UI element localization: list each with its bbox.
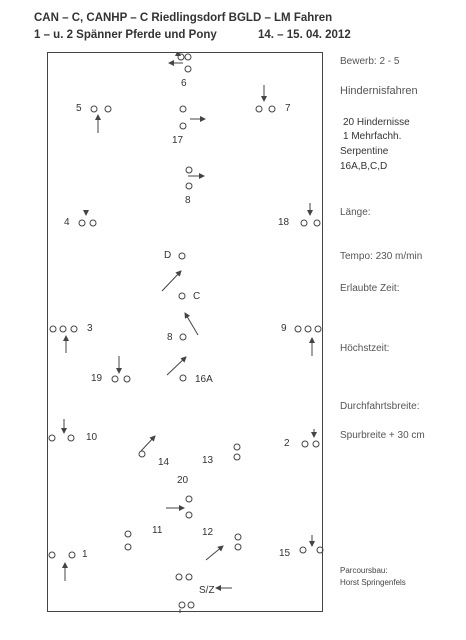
gate-3-c — [71, 326, 77, 332]
gate-11-bottom — [125, 544, 131, 550]
label-10: 10 — [86, 432, 98, 443]
label-7: 7 — [285, 103, 291, 114]
gate-1-left — [49, 552, 55, 558]
class-description: 1 – u. 2 Spänner Pferde und Pony — [34, 29, 217, 41]
label-8: 8 — [185, 195, 191, 206]
label-start-finish: S/Z — [199, 585, 215, 596]
gate-18-left — [301, 220, 307, 226]
gate-18-right — [314, 220, 320, 226]
label-11: 11 — [152, 525, 163, 536]
gate-20-bottom — [186, 512, 192, 518]
event-date: 14. – 15. 04. 2012 — [258, 29, 351, 41]
label-13: 13 — [202, 455, 214, 466]
label-5: 5 — [76, 103, 82, 114]
label-18: 18 — [278, 217, 290, 228]
label-9: 9 — [281, 323, 287, 334]
obstacle-count: 20 Hindernisse — [343, 117, 410, 128]
start-finish-right — [186, 574, 192, 580]
gate-19-right — [124, 376, 130, 382]
gate-4-right — [90, 220, 96, 226]
gate-9-b — [305, 326, 311, 332]
gate-b — [180, 334, 186, 340]
gate-9-a — [295, 326, 301, 332]
label-d: D — [164, 250, 172, 261]
gate-17-bottom — [180, 123, 186, 129]
gate-8-bottom — [186, 183, 192, 189]
track-width-label: Spurbreite + 30 cm — [340, 430, 425, 441]
gate-14 — [139, 451, 145, 457]
gate-2-left — [302, 441, 308, 447]
finish-gate-right — [188, 602, 194, 608]
finish-gate-left — [179, 602, 185, 608]
arrow-16a — [167, 357, 186, 375]
gate-12-top — [235, 534, 241, 540]
label-4: 4 — [64, 217, 70, 228]
gate-7-left — [256, 106, 262, 112]
tempo-label: Tempo: 230 m/min — [340, 251, 423, 262]
gate-7-right — [269, 106, 275, 112]
max-time-label: Höchstzeit: — [340, 343, 390, 354]
label-16a: 16A — [195, 374, 213, 385]
label-20: 20 — [177, 475, 189, 486]
gate-15-left — [300, 547, 306, 553]
gate-10-right — [68, 435, 74, 441]
label-14: 14 — [158, 457, 170, 468]
gate-8-top — [186, 167, 192, 173]
course-type: Hindernisfahren — [340, 85, 418, 97]
gate-6-right — [185, 54, 191, 60]
gate-16a — [180, 375, 186, 381]
gate-13-top — [234, 444, 240, 450]
course-builder-name: Horst Springenfels — [340, 578, 406, 587]
label-b: 8 — [167, 332, 173, 343]
gate-9-c — [315, 326, 321, 332]
arrow-14 — [141, 436, 155, 451]
gate-2-right — [313, 441, 319, 447]
label-17: 17 — [172, 135, 184, 146]
label-6: 6 — [181, 78, 187, 89]
gate-20-top — [186, 496, 192, 502]
label-c: C — [193, 291, 201, 302]
gate-5-right — [105, 106, 111, 112]
passage-width-label: Durchfahrtsbreite: — [340, 401, 420, 412]
gate-12-bottom — [235, 544, 241, 550]
start-finish-left — [176, 574, 182, 580]
length-label: Länge: — [340, 207, 371, 218]
label-3: 3 — [87, 323, 93, 334]
gate-15-right — [317, 547, 323, 553]
multi-obstacle: 1 Mehrfachh. — [343, 131, 402, 142]
gate-6-left — [178, 54, 184, 60]
course-builder-label: Parcoursbau: — [340, 566, 388, 575]
gate-10-left — [49, 435, 55, 441]
arrow-b-up — [185, 313, 198, 335]
label-12: 12 — [202, 527, 214, 538]
course-map — [47, 52, 323, 612]
label-19: 19 — [91, 373, 103, 384]
gate-c — [179, 293, 185, 299]
gate-5-left — [91, 106, 97, 112]
bewerb-info: Bewerb: 2 - 5 — [340, 56, 400, 67]
serpentine-label: Serpentine — [340, 146, 389, 157]
gate-d — [179, 253, 185, 259]
gate-17-top — [180, 106, 186, 112]
label-15: 15 — [279, 548, 291, 559]
allowed-time-label: Erlaubte Zeit: — [340, 283, 400, 294]
gate-1-right — [69, 552, 75, 558]
event-title: CAN – C, CANHP – C Riedlingsdorf BGLD – LM Fahren — [34, 12, 333, 24]
gate-13-bottom — [234, 454, 240, 460]
arrow-d — [162, 271, 181, 291]
gate-11-top — [125, 531, 131, 537]
label-1: 1 — [82, 549, 88, 560]
gate-4-left — [79, 220, 85, 226]
serpentine-ids: 16A,B,C,D — [340, 161, 388, 172]
label-2: 2 — [284, 438, 290, 449]
gate-3-b — [60, 326, 66, 332]
arrow-12 — [206, 546, 223, 560]
gate-6-marker — [185, 66, 191, 72]
gate-3-a — [50, 326, 56, 332]
gate-19-left — [112, 376, 118, 382]
